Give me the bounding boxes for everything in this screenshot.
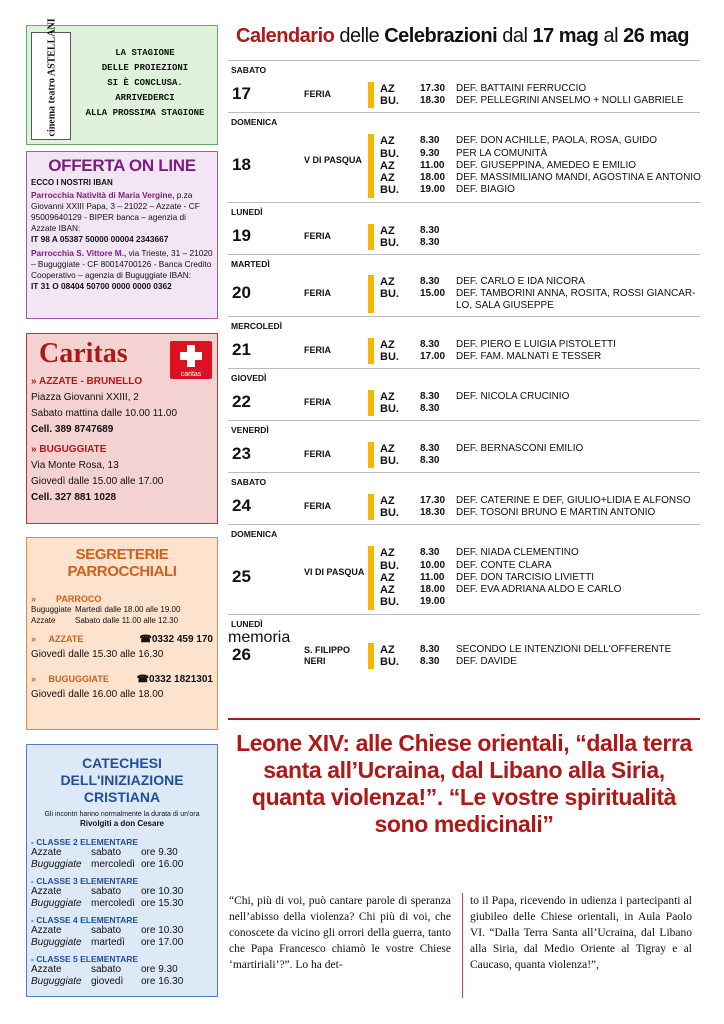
location — [380, 300, 420, 312]
celebration-row — [380, 172, 701, 185]
calendar-day — [228, 112, 700, 202]
intention: DEF. CATERINE E DEF, GIULIO+LIDIA E ALFONSO — [456, 494, 691, 506]
intention — [456, 455, 696, 467]
day-of-week: LUNEDÌ — [231, 619, 263, 629]
parroco-row: Buguggiate Martedì dalle 18.00 alle 19.00 — [31, 605, 181, 614]
catechesi-box — [26, 744, 218, 997]
calendar-table — [228, 60, 700, 680]
celebration-row — [380, 572, 696, 584]
intention: DEF. PIERO E LUIGIA PISTOLETTI — [456, 338, 616, 350]
intention: DEF. BERNASCONI EMILIO — [456, 442, 584, 454]
time: 8.30 — [420, 442, 440, 454]
buguggiate-heading: » BUGUGGIATE ☎0332 1821301 — [31, 674, 213, 685]
location: AZ — [380, 390, 395, 403]
place: Buguggiate — [31, 898, 82, 909]
location: AZ — [380, 442, 395, 455]
caritas-box — [26, 333, 218, 524]
article-column-1: “Chi, più di voi, può cantare parole di speranza nell’abisso della violenza? Chi più di voi, che conoscete da vicino gli orrori della guerra, tanto che Papa Francesco chiamò le vostre Chiese ‘martiriali’?”. Lo ha det- — [229, 895, 451, 971]
day-bar — [368, 494, 374, 521]
day-number: 20 — [232, 283, 251, 302]
location: BU. — [380, 236, 399, 249]
celebrations-list — [380, 225, 696, 250]
time: 8.30 — [420, 547, 440, 559]
celebration-row — [380, 644, 696, 656]
day-number: 26 — [232, 645, 251, 664]
location: AZ — [380, 571, 395, 584]
offerta-subtitle: ECCO I NOSTRI IBAN — [31, 178, 113, 187]
celebration-row — [380, 455, 696, 467]
time: 18.00 — [420, 584, 446, 596]
celebrations-list — [380, 443, 696, 468]
iban-buguggiate — [31, 248, 213, 292]
time: 8.30 — [420, 275, 440, 287]
celebrations-list — [380, 339, 696, 364]
phone-number[interactable]: ☎0332 1821301 — [136, 674, 213, 685]
day-bar — [368, 82, 374, 109]
caritas-hours: Sabato mattina dalle 10.00 11.00 — [31, 408, 178, 419]
celebration-row — [380, 225, 696, 237]
weekday: sabato — [91, 886, 122, 897]
location: BU. — [380, 287, 399, 300]
celebration-row — [380, 95, 696, 107]
article-title: Leone XIV: alle Chiese orientali, “dalla terra santa all’Ucraina, dal Libano alla Siria, quanta violenza!”. “Le vostre spiritualità sono medicinali” — [236, 730, 692, 837]
phone-number[interactable]: ☎0332 459 170 — [139, 634, 213, 645]
day-label: V DI PASQUA — [304, 155, 362, 165]
class-schedule-row — [31, 898, 213, 910]
celebration-row — [380, 391, 696, 403]
intention: LO, SALA GIUSEPPE — [456, 300, 554, 312]
day-label: FERIA — [304, 397, 331, 407]
article-column-2: to il Papa, ricevendo in udienza i partecipanti al giubileo delle Chiese orientali, in Aula Paolo VI. “Dalla Terra Santa all’Ucraina, dal Libano alla Siria, dal Medio Oriente al Tigray e al Caucaso, quanta violenza!”, — [470, 895, 692, 971]
location: AZ — [380, 159, 395, 172]
class-schedule-row — [31, 925, 213, 937]
intention: DEF. NIADA CLEMENTINO — [456, 547, 579, 559]
celebration-row — [380, 403, 696, 415]
place: Azzate — [31, 925, 62, 936]
calendar-title: Calendario delle Celebrazioni dal 17 mag al 26 mag — [236, 25, 690, 47]
weekday: sabato — [91, 847, 122, 858]
celebrations-list — [380, 644, 696, 669]
celebration-row — [380, 351, 696, 363]
hour: ore 10.30 — [141, 886, 184, 897]
cinema-line: SI È CONCLUSA. — [107, 78, 183, 88]
location: BU. — [380, 596, 399, 609]
calendar-day — [228, 316, 700, 368]
celebrations-list — [380, 276, 696, 313]
class-schedule-row — [31, 859, 213, 871]
intention — [456, 596, 696, 608]
time: 8.30 — [420, 402, 440, 414]
place: Azzate — [31, 847, 62, 858]
parish-details: p.za Giovanni XXIII Papa, 3 – 21022 – Azzate - CF 95009640129 - BIPER banca – agenzia di Azzate IBAN: — [31, 190, 200, 233]
caritas-title: Caritas — [39, 338, 128, 369]
iban-code[interactable]: IT 31 O 08404 50700 0000 0000 0362 — [31, 281, 172, 291]
time: 18.30 — [420, 506, 446, 518]
day-label: FERIA — [304, 449, 331, 459]
location: BU. — [380, 655, 399, 668]
intention — [456, 237, 696, 249]
celebrations-list — [380, 547, 696, 608]
caritas-hours: Giovedì dalle 15.00 alle 17.00 — [31, 476, 164, 487]
calendar-day — [228, 60, 700, 112]
cinema-box — [26, 18, 218, 145]
day-label: FERIA — [304, 501, 331, 511]
intention: PER LA COMUNITÀ — [456, 147, 548, 159]
class-heading: - CLASSE 2 ELEMENTARE — [31, 837, 213, 847]
day-number: 22 — [232, 392, 251, 411]
celebration-row — [380, 443, 696, 455]
buguggiate-hours: Giovedì dalle 16.00 alle 18.00 — [31, 689, 164, 700]
intention: DEF. FAM. MALNATI E TESSER — [456, 350, 602, 362]
calendar-day — [228, 368, 700, 420]
hour: ore 9.30 — [141, 964, 178, 975]
day-bar — [368, 338, 374, 365]
time: 11.00 — [420, 571, 445, 583]
class-schedule-row — [31, 964, 213, 976]
hour: ore 9.30 — [141, 847, 178, 858]
azzate-heading: » AZZATE ☎0332 459 170 — [31, 634, 213, 645]
offerta-box — [26, 151, 218, 319]
intention: DEF. PELLEGRINI ANSELMO + NOLLI GABRIELE — [456, 94, 684, 106]
caritas-buguggiate-heading: » BUGUGGIATE — [31, 442, 213, 458]
intention: SECONDO LE INTENZIONI DELL'OFFERENTE — [456, 643, 672, 655]
class-heading: - CLASSE 3 ELEMENTARE — [31, 876, 213, 886]
catechesi-note: Gli incontri hanno normalmente la durata di un'ora Rivolgiti a don Cesare — [44, 811, 200, 828]
time: 10.00 — [420, 559, 446, 571]
calendar-day — [228, 524, 700, 614]
celebration-row — [380, 339, 696, 351]
catechesi-title: CATECHESI DELL'INIZIAZIONE CRISTIANA — [60, 755, 184, 805]
time: 8.30 — [420, 390, 440, 402]
day-label: FERIA — [304, 231, 331, 241]
time: 9.30 — [420, 147, 440, 159]
class-schedule-row — [31, 937, 213, 949]
place: Buguggiate — [31, 937, 82, 948]
location: AZ — [380, 224, 395, 237]
intention: DEF. MASSIMILIANO MANDI, AGOSTINA E ANTONIO — [456, 172, 701, 184]
day-number: 19 — [232, 226, 251, 245]
time: 19.00 — [420, 184, 446, 196]
cinema-line: ALLA PROSSIMA STAGIONE — [85, 108, 205, 118]
time: 11.00 — [420, 159, 445, 171]
cinema-line: LA STAGIONE — [115, 48, 175, 58]
location: AZ — [380, 338, 395, 351]
parroco-row: Azzate Sabato dalle 11.00 alle 12.30 — [31, 616, 179, 625]
place: Buguggiate — [31, 859, 82, 870]
calendar-day — [228, 254, 700, 316]
celebration-row — [380, 300, 696, 312]
day-number: 21 — [232, 340, 251, 359]
class-schedule-row — [31, 847, 213, 859]
day-of-week: MERCOLEDÌ — [231, 321, 282, 331]
celebration-row — [380, 160, 696, 172]
calendar-day — [228, 472, 700, 524]
place: Buguggiate — [31, 976, 82, 987]
day-number: 23 — [232, 444, 251, 463]
day-label: VI DI PASQUA — [304, 567, 365, 577]
hour: ore 16.00 — [141, 859, 184, 870]
day-of-week: VENERDÌ — [231, 425, 269, 435]
class-schedule-row — [31, 886, 213, 898]
intention: DEF. DAVIDE — [456, 655, 517, 667]
caritas-phone[interactable]: Cell. 389 8747689 — [31, 424, 114, 435]
segreterie-box — [26, 537, 218, 730]
location: BU. — [380, 559, 399, 572]
celebration-row — [380, 547, 696, 559]
celebration-row — [380, 584, 696, 596]
caritas-phone[interactable]: Cell. 327 881 1028 — [31, 492, 117, 503]
location: BU. — [380, 147, 399, 160]
celebration-row — [380, 507, 696, 519]
parish-details: via Trieste, 31 – 21020 – Buguggiate - CF 80014700126 - Banca Credito Cooperativo – agenzia di Buguggiate IBAN: — [31, 248, 213, 280]
intention: DEF. NICOLA CRUCINIO — [456, 390, 570, 402]
offerta-title: OFFERTA ON LINE — [48, 156, 196, 175]
intention: DEF. TOSONI BRUNO E MARTIN ANTONIO — [456, 506, 656, 518]
class-heading: - CLASSE 5 ELEMENTARE — [31, 954, 213, 964]
day-of-week: GIOVEDÌ — [231, 373, 267, 383]
location: AZ — [380, 172, 395, 185]
caritas-address: Via Monte Rosa, 13 — [31, 460, 119, 471]
celebration-row — [380, 560, 696, 572]
weekday: giovedì — [91, 976, 124, 987]
iban-azzate — [31, 190, 213, 245]
time: 17.30 — [420, 494, 446, 506]
intention: DEF. BATTAINI FERRUCCIO — [456, 82, 587, 94]
hour: ore 16.30 — [141, 976, 184, 987]
hour: ore 15.30 — [141, 898, 184, 909]
location: BU. — [380, 454, 399, 467]
day-label: S. FILIPPO NERI — [304, 645, 351, 666]
location: AZ — [380, 494, 395, 507]
day-number: 17 — [232, 84, 251, 103]
location: AZ — [380, 584, 395, 597]
time: 15.00 — [420, 287, 446, 299]
day-bar — [368, 134, 374, 198]
hour: ore 17.00 — [141, 937, 184, 948]
iban-code[interactable]: IT 98 A 05387 50000 00004 2343667 — [31, 234, 169, 244]
intention — [456, 403, 696, 415]
day-label: FERIA — [304, 288, 331, 298]
caritas-address: Piazza Giovanni XXIII, 2 — [31, 392, 139, 403]
time: 8.30 — [420, 454, 440, 466]
time: 8.30 — [420, 236, 440, 248]
cinema-line: DELLE PROIEZIONI — [101, 63, 189, 73]
location: AZ — [380, 275, 395, 288]
celebrations-list — [380, 83, 696, 108]
celebration-row — [380, 83, 696, 95]
weekday: mercoledì — [91, 898, 135, 909]
time: 8.30 — [420, 655, 440, 667]
time: 8.30 — [420, 643, 440, 655]
time: 17.30 — [420, 82, 446, 94]
day-of-week: SABATO — [231, 65, 267, 75]
celebration-row — [380, 656, 696, 668]
calendar-day — [228, 420, 700, 472]
parish-name: Parrocchia S. Vittore M., — [31, 248, 127, 258]
celebration-row — [380, 148, 696, 160]
day-number: 18 — [232, 155, 251, 174]
segreterie-title: SEGRETERIE PARROCCHIALI — [67, 546, 177, 580]
place: Azzate — [31, 964, 62, 975]
article-divider — [228, 718, 700, 720]
location: BU. — [380, 506, 399, 519]
class-schedule-row — [31, 976, 213, 988]
hour: ore 10.30 — [141, 925, 184, 936]
time: 8.30 — [420, 224, 440, 236]
cinema-line: ARRIVEDERCI — [115, 93, 175, 103]
caritas-azzate-heading: » AZZATE - BRUNELLO — [31, 374, 213, 390]
place: Azzate — [31, 886, 62, 897]
location: AZ — [380, 82, 395, 95]
class-heading: - CLASSE 4 ELEMENTARE — [31, 915, 213, 925]
day-bar — [368, 224, 374, 251]
calendar-day — [228, 202, 700, 254]
intention: DEF. TAMBORINI ANNA, ROSITA, ROSSI GIANCAR- — [456, 287, 696, 299]
day-of-week: DOMENICA — [231, 117, 278, 127]
celebration-row — [380, 237, 696, 249]
weekday: martedì — [91, 937, 125, 948]
celebration-row — [380, 276, 696, 288]
celebrations-list — [380, 495, 696, 520]
location: AZ — [380, 643, 395, 656]
celebrations-list — [380, 391, 696, 416]
intention: DEF. GIUSEPPINA, AMEDEO E EMILIO — [456, 159, 637, 171]
caritas-contacts — [31, 374, 213, 506]
celebration-row — [380, 495, 696, 507]
intention: DEF. BIAGIO — [456, 184, 515, 196]
day-of-week: LUNEDÌ — [231, 207, 263, 217]
day-label: FERIA — [304, 89, 331, 99]
intention: DEF. DON TARCISIO LIVIETTI — [456, 571, 594, 583]
day-of-week: MARTEDÌ — [231, 259, 270, 269]
location: AZ — [380, 135, 395, 148]
weekday: sabato — [91, 925, 122, 936]
day-of-week: SABATO — [231, 477, 267, 487]
cinema-logo — [31, 18, 71, 140]
location: BU. — [380, 94, 399, 107]
celebrations-list — [380, 135, 701, 197]
day-bar — [368, 390, 374, 417]
intention: DEF. CARLO E IDA NICORA — [456, 275, 585, 287]
column-divider — [462, 893, 463, 998]
celebration-row — [380, 184, 696, 196]
time: 19.00 — [420, 596, 446, 608]
intention: DEF. CONTE CLARA — [456, 559, 552, 571]
celebration-row — [380, 596, 696, 608]
time: 8.30 — [420, 338, 440, 350]
time: 18.00 — [420, 172, 446, 184]
day-bar — [368, 442, 374, 469]
intention: DEF. DON ACHILLE, PAOLA, ROSA, GUIDO — [456, 135, 657, 147]
parroco-heading: » PARROCO — [31, 594, 102, 604]
time: 18.30 — [420, 94, 446, 106]
time: 8.30 — [420, 135, 440, 147]
day-bar — [368, 546, 374, 610]
location: AZ — [380, 547, 395, 560]
cinema-logo-text: cinema teatro ASTELLANI — [46, 18, 58, 137]
azzate-hours: Giovedì dalle 15.30 alle 16.30 — [31, 649, 164, 660]
location: BU. — [380, 402, 399, 415]
time: 17.00 — [420, 350, 446, 362]
day-of-week: DOMENICA — [231, 529, 278, 539]
weekday: sabato — [91, 964, 122, 975]
cinema-message — [75, 46, 215, 121]
celebration-row — [380, 288, 696, 300]
classes-list — [31, 837, 213, 988]
calendar-day — [228, 614, 700, 680]
segreterie-content — [31, 594, 213, 700]
day-number: 25 — [232, 567, 251, 586]
time — [420, 300, 456, 312]
celebration-row — [380, 135, 696, 147]
caritas-logo-caption: caritas — [180, 371, 202, 378]
day-bar — [368, 643, 374, 670]
day-number: 24 — [232, 496, 251, 515]
memoria-label: memoria — [228, 629, 291, 646]
day-label: FERIA — [304, 345, 331, 355]
intention — [456, 225, 696, 237]
location: BU. — [380, 184, 399, 197]
intention: DEF. EVA ADRIANA ALDO E CARLO — [456, 584, 622, 596]
day-bar — [368, 275, 374, 314]
location: BU. — [380, 350, 399, 363]
parish-name: Parrocchia Natività di Maria Vergine, — [31, 190, 175, 200]
weekday: mercoledì — [91, 859, 135, 870]
